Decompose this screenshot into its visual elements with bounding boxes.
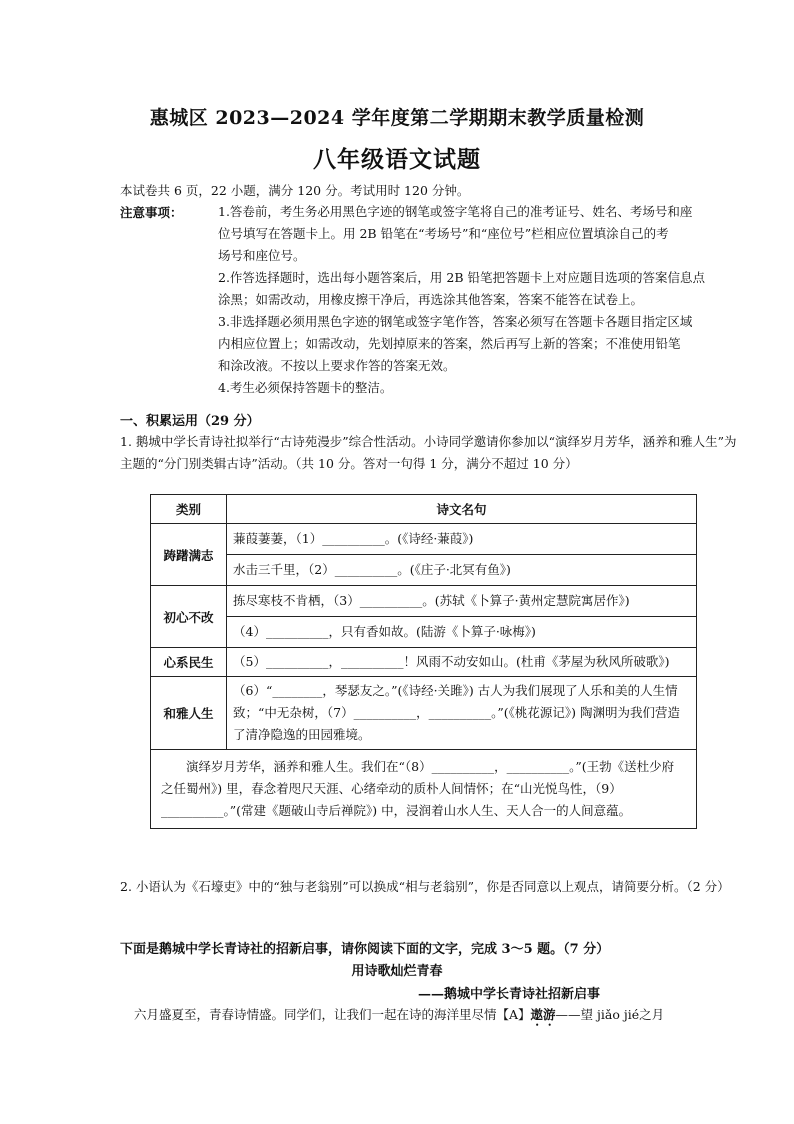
article-title: 用诗歌灿烂青春 bbox=[351, 964, 443, 979]
note-line: 位号填写在答题卡上。用 2B 铅笔在“考场号”和“座位号”栏相应位置填涂自己的考 bbox=[218, 226, 669, 241]
note-line: 4.考生必须保持答题卡的整洁。 bbox=[218, 380, 393, 395]
table-row bbox=[151, 677, 697, 750]
poem-table bbox=[150, 494, 697, 829]
article-text: 六月盛夏至，青春诗情盛。同学们，让我们一起在诗的海洋里尽情【A】 bbox=[134, 1007, 531, 1022]
poem-cell: 拣尽寒枝不肯栖，（3）__________。(苏轼《卜算子·黄州定慧院寓居作》) bbox=[227, 586, 697, 617]
section-heading: 一、积累运用（29 分） bbox=[120, 414, 260, 429]
header-poems: 诗文名句 bbox=[227, 495, 697, 524]
poem-cell: （5）__________，__________！风雨不动安如山。(杜甫《茅屋为秋风所破歌》) bbox=[227, 648, 697, 677]
reading-heading: 下面是鹅城中学长青诗社的招新启事，请你阅读下面的文字，完成 3～5 题。（7 分） bbox=[120, 942, 610, 957]
table-row bbox=[151, 617, 697, 648]
category-cell: 心系民生 bbox=[151, 648, 227, 677]
note-line: 1.答卷前，考生务必用黑色字迹的钢笔或签字笔将自己的准考证号、姓名、考场号和座 bbox=[218, 204, 693, 219]
table-row bbox=[151, 648, 697, 677]
table-row bbox=[151, 555, 697, 586]
note-line: 涂黑；如需改动，用橡皮擦干净后，再选涂其他答案，答案不能答在试卷上。 bbox=[218, 292, 644, 307]
question-1-text: 1. 鹅城中学长青诗社拟举行“古诗苑漫步”综合性活动。小诗同学邀请你参加以“演绎岁月芳华，涵养和雅人生”为主题的“分门别类辑古诗”活动。（共 10 分。答对一句得 1 分，满分不超过 10 分） bbox=[120, 434, 737, 471]
table-row bbox=[151, 524, 697, 555]
exam-title: 惠城区 2023—2024 学年度第二学期期末教学质量检测 bbox=[149, 107, 645, 129]
table-row bbox=[151, 750, 697, 829]
poem-cell: 蒹葭萋萋，（1）__________。(《诗经·蒹葭》) bbox=[227, 524, 697, 555]
exam-subtitle: 八年级语文试题 bbox=[313, 146, 481, 173]
emphasized-word: 遨游 bbox=[530, 1007, 556, 1022]
note-line: 2.作答选择题时，选出每小题答案后，用 2B 铅笔把答题卡上对应题目选项的答案信息点 bbox=[218, 270, 706, 285]
poem-cell: 水击三千里，（2）__________。(《庄子·北冥有鱼》) bbox=[227, 555, 697, 586]
question-2-text: 2. 小语认为《石壕吏》中的“独与老翁别”可以换成“相与老翁别”，你是否同意以上观点，请简要分析。（2 分） bbox=[120, 879, 730, 894]
note-line: 和涂改液。不按以上要求作答的答案无效。 bbox=[218, 358, 456, 373]
notes-label: 注意事项： bbox=[120, 205, 183, 220]
note-line: 内相应位置上；如需改动，先划掉原来的答案，然后再写上新的答案；不准使用铅笔 bbox=[218, 336, 681, 351]
table-row bbox=[151, 586, 697, 617]
note-line: 场号和座位号。 bbox=[218, 248, 306, 263]
category-cell: 踌躇满志 bbox=[151, 524, 227, 586]
article-subtitle: ——鹅城中学长青诗社招新启事 bbox=[418, 987, 601, 1002]
poem-cell: （4）__________，只有香如故。(陆游《卜算子·咏梅》) bbox=[227, 617, 697, 648]
header-category: 类别 bbox=[151, 495, 227, 524]
article-text: ——望 jiǎo jié之月 bbox=[555, 1007, 665, 1022]
article-first-line bbox=[134, 1005, 664, 1029]
summary-cell: 演绎岁月芳华，涵养和雅人生。我们在“（8）__________，__________。”(王勃《送杜少府之任蜀州》) 里，春念着咫尺天涯、心绪牵动的质朴人间情怀；在“山光悦鸟性，（9）__________。”(常建《题破山寺后禅院》) 中，浸润着山水人生、天人合一的人间意蕴。 bbox=[151, 750, 697, 829]
category-cell: 和雅人生 bbox=[151, 677, 227, 750]
poem-cell: （6）“________，琴瑟友之。”(《诗经·关雎》) 古人为我们展现了人乐和美的人生情致；“中无杂树，（7）__________，__________。”(《桃花源记》) 陶渊明为我们营造了清净隐逸的田园雅境。 bbox=[227, 677, 697, 750]
exam-intro: 本试卷共 6 页，22 小题，满分 120 分。考试用时 120 分钟。 bbox=[120, 183, 470, 198]
table-header-row bbox=[151, 495, 697, 524]
note-line: 3.非选择题必须用黑色字迹的钢笔或签字笔作答，答案必须写在答题卡各题目指定区域 bbox=[218, 314, 693, 329]
category-cell: 初心不改 bbox=[151, 586, 227, 648]
